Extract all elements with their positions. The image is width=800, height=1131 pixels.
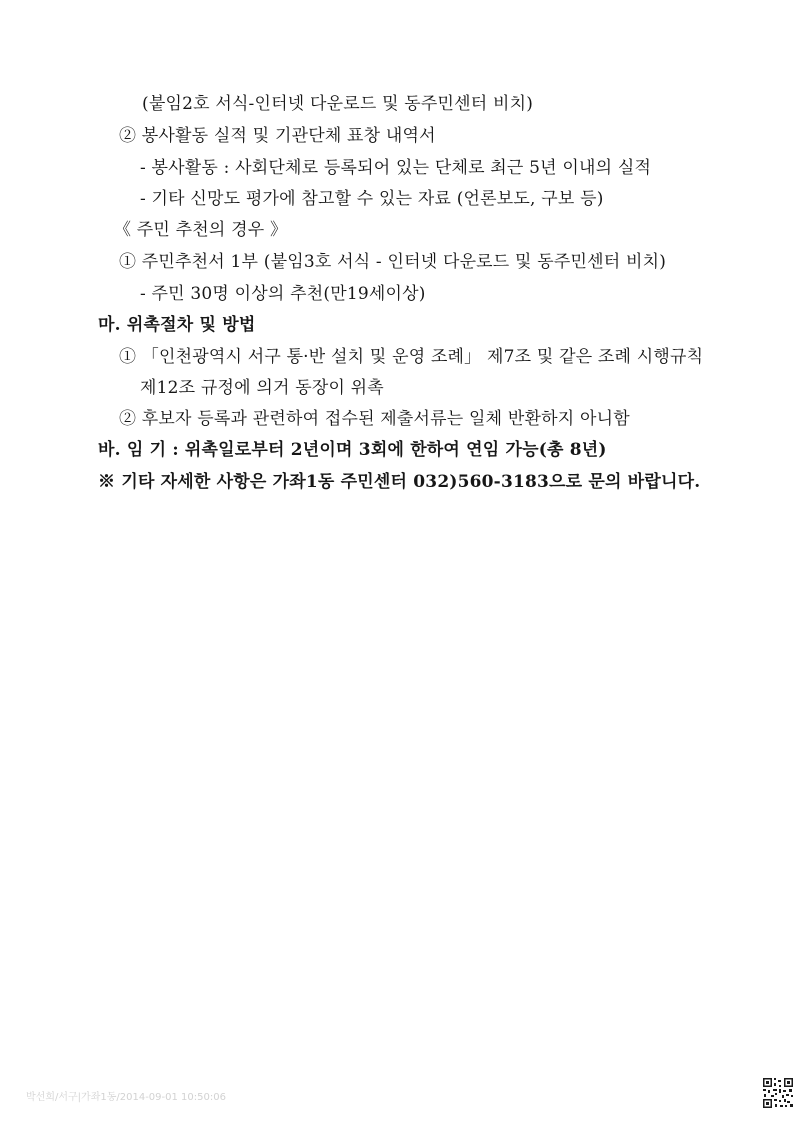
item-ordinance-basis: ① 「인천광역시 서구 통·반 설치 및 운영 조례」 제7조 및 같은 조례 시행규칙: [119, 347, 704, 367]
resident-recommendation-detail: - 주민 30명 이상의 추천(만19세이상): [140, 284, 426, 304]
section-appointment-procedure: 마. 위촉절차 및 방법: [98, 315, 256, 335]
section-term-of-office: 바. 임 기 : 위촉일로부터 2년이며 3회에 한하여 연임 가능(총 8년): [98, 440, 607, 460]
qr-code-icon: [762, 1077, 794, 1109]
footer-stamp: 박선희/서구|가좌1동/2014-09-01 10:50:06: [26, 1092, 226, 1103]
reputation-materials-detail: - 기타 신망도 평가에 참고할 수 있는 자료 (언론보도, 구보 등): [140, 189, 604, 209]
item-volunteer-record: ② 봉사활동 실적 및 기관단체 표창 내역서: [119, 126, 436, 146]
item-ordinance-basis-continued: 제12조 규정에 의거 동장이 위촉: [140, 378, 384, 398]
contact-notice: ※ 기타 자세한 사항은 가좌1동 주민센터 032)560-3183으로 문의 바랍니다.: [98, 472, 701, 492]
attachment-2-note: (붙임2호 서식-인터넷 다운로드 및 동주민센터 비치): [142, 94, 534, 114]
item-resident-recommendation-form: ① 주민추천서 1부 (붙임3호 서식 - 인터넷 다운로드 및 동주민센터 비치): [119, 252, 667, 272]
volunteer-activity-detail: - 봉사활동 : 사회단체로 등록되어 있는 단체로 최근 5년 이내의 실적: [140, 158, 652, 178]
item-documents-not-returned: ② 후보자 등록과 관련하여 접수된 제출서류는 일체 반환하지 아니함: [119, 409, 630, 429]
resident-recommendation-heading: 《 주민 추천의 경우 》: [114, 220, 288, 240]
